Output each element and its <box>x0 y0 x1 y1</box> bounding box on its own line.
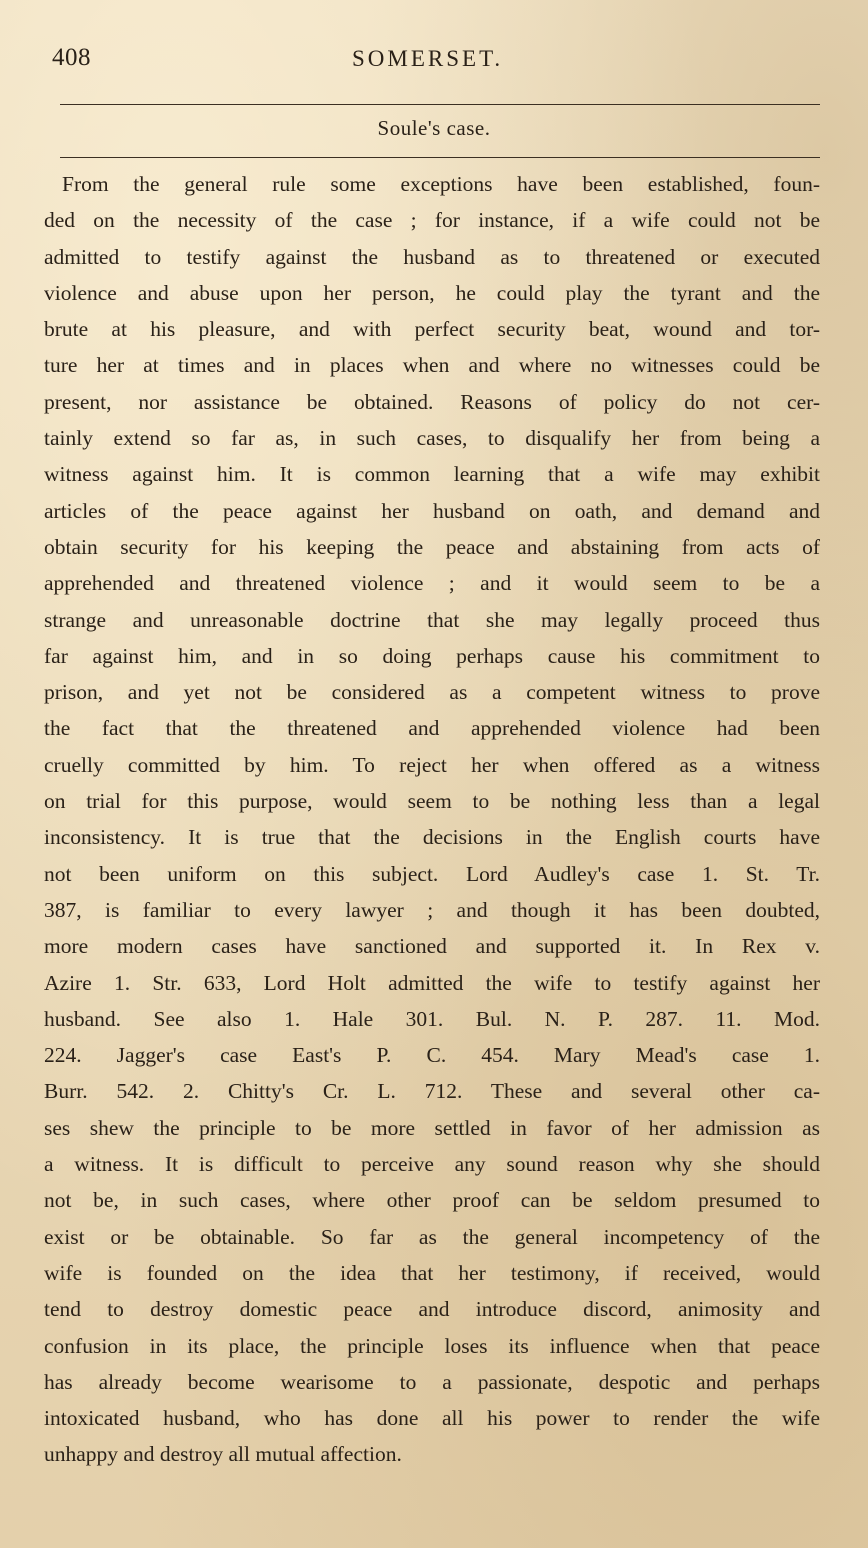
text-line: Burr. 542. 2. Chitty's Cr. L. 712. These and several other ca- <box>44 1079 820 1104</box>
text-line: confusion in its place, the principle loses its influence when that peace <box>44 1333 820 1358</box>
text-line: apprehended and threatened violence ; and it would seem to be a <box>44 571 820 596</box>
header-rule-bottom <box>60 157 820 158</box>
text-line: tend to destroy domestic peace and introduce discord, animosity and <box>44 1297 820 1322</box>
text-line: 387, is familiar to every lawyer ; and though it has been doubted, <box>44 897 820 922</box>
text-line: obtain security for his keeping the peace and abstaining from acts of <box>44 534 820 559</box>
text-line: ded on the necessity of the case ; for instance, if a wife could not be <box>44 208 820 233</box>
text-line: admitted to testify against the husband as to threatened or executed <box>44 244 820 269</box>
case-title: Soule's case. <box>377 116 491 140</box>
text-line: ture her at times and in places when and where no witnesses could be <box>44 353 820 378</box>
text-line: unhappy and destroy all mutual affection. <box>44 1442 402 1467</box>
text-line: present, nor assistance be obtained. Reasons of policy do not cer- <box>44 389 820 414</box>
text-line: prison, and yet not be considered as a competent witness to prove <box>44 680 820 705</box>
text-line: far against him, and in so doing perhaps cause his commitment to <box>44 643 820 668</box>
text-line: wife is founded on the idea that her testimony, if received, would <box>44 1260 820 1285</box>
text-line: exist or be obtainable. So far as the general incompetency of the <box>44 1224 820 1249</box>
text-line: not been uniform on this subject. Lord Audley's case 1. St. Tr. <box>44 861 820 886</box>
text-line: From the general rule some exceptions have been established, foun- <box>62 172 820 196</box>
text-line: violence and abuse upon her person, he could play the tyrant and the <box>44 280 820 305</box>
text-line: inconsistency. It is true that the decisions in the English courts have <box>44 825 820 850</box>
text-line: Azire 1. Str. 633, Lord Holt admitted the wife to testify against her <box>44 970 820 995</box>
text-line: has already become wearisome to a passionate, despotic and perhaps <box>44 1369 820 1394</box>
text-line: ses shew the principle to be more settled in favor of her admission as <box>44 1115 820 1140</box>
text-line: 224. Jagger's case East's P. C. 454. Mary Mead's case 1. <box>44 1043 820 1068</box>
text-line: not be, in such cases, where other proof can be seldom presumed to <box>44 1188 820 1213</box>
text-line: brute at his pleasure, and with perfect security beat, wound and tor- <box>44 317 820 342</box>
header-rule-top <box>60 104 820 105</box>
text-line: a witness. It is difficult to perceive any sound reason why she should <box>44 1152 820 1177</box>
text-line: strange and unreasonable doctrine that she may legally proceed thus <box>44 607 820 632</box>
text-line: on trial for this purpose, would seem to be nothing less than a legal <box>44 789 820 814</box>
body-paragraph <box>44 166 820 1473</box>
text-line: husband. See also 1. Hale 301. Bul. N. P. 287. 11. Mod. <box>44 1006 820 1031</box>
running-header <box>52 44 816 80</box>
text-line: intoxicated husband, who has done all his power to render the wife <box>44 1406 820 1431</box>
text-line: cruelly committed by him. To reject her when offered as a witness <box>44 752 820 777</box>
text-line: the fact that the threatened and apprehended violence had been <box>44 716 820 741</box>
page-number: 408 <box>52 44 91 71</box>
text-line: more modern cases have sanctioned and supported it. In Rex v. <box>44 934 820 959</box>
section-title: SOMERSET. <box>352 46 504 71</box>
text-line: witness against him. It is common learning that a wife may exhibit <box>44 462 820 487</box>
text-line: tainly extend so far as, in such cases, to disqualify her from being a <box>44 426 820 451</box>
text-line: articles of the peace against her husband on oath, and demand and <box>44 498 820 523</box>
